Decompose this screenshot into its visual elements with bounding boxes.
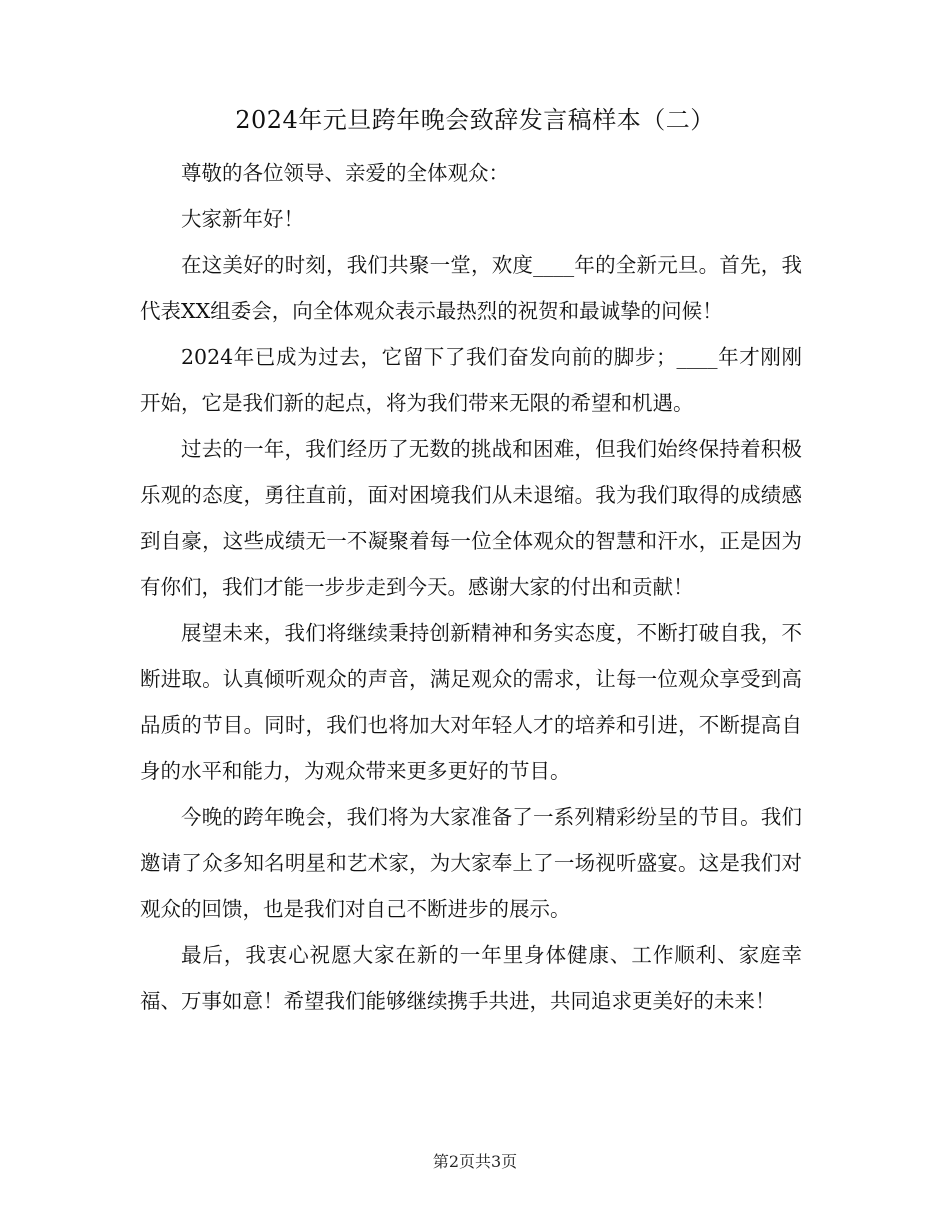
document-title: 2024年元旦跨年晚会致辞发言稿样本（二） xyxy=(235,106,715,134)
document-body xyxy=(140,150,802,1024)
past-year-paragraph: 过去的一年，我们经历了无数的挑战和困难，但我们始终保持着积极乐观的态度，勇往直前，面对困境我们从未退缩。我为我们取得的成绩感到自豪，这些成绩无一不凝聚着每一位全体观众的智慧和汗水，正是因为有你们，我们才能一步步走到今天。感谢大家的付出和贡献！ xyxy=(140,437,802,599)
program-paragraph: 今晚的跨年晚会，我们将为大家准备了一系列精彩纷呈的节目。我们邀请了众多知名明星和艺术家，为大家奉上了一场视听盛宴。这是我们对观众的回馈，也是我们对自己不断进步的展示。 xyxy=(140,805,802,921)
page-indicator: 第2页共3页 xyxy=(432,1152,518,1171)
opening-paragraph: 在这美好的时刻，我们共聚一堂，欢度____年的全新元旦。首先，我代表XX组委会，向全体观众表示最热烈的祝贺和最诚挚的问候！ xyxy=(140,253,802,323)
closing-paragraph: 最后，我衷心祝愿大家在新的一年里身体健康、工作顺利、家庭幸福、万事如意！希望我们能够继续携手共进，共同追求更美好的未来！ xyxy=(140,943,802,1013)
outlook-paragraph: 展望未来，我们将继续秉持创新精神和务实态度，不断打破自我，不断进取。认真倾听观众的声音，满足观众的需求，让每一位观众享受到高品质的节目。同时，我们也将加大对年轻人才的培养和引进，不断提高自身的水平和能力，为观众带来更多更好的节目。 xyxy=(140,621,802,783)
greeting-paragraph: 大家新年好！ xyxy=(181,207,304,231)
salutation-paragraph: 尊敬的各位领导、亲爱的全体观众： xyxy=(181,161,509,185)
year-transition-paragraph: 2024年已成为过去，它留下了我们奋发向前的脚步；____年才刚刚开始，它是我们新的起点，将为我们带来无限的希望和机遇。 xyxy=(140,345,802,415)
